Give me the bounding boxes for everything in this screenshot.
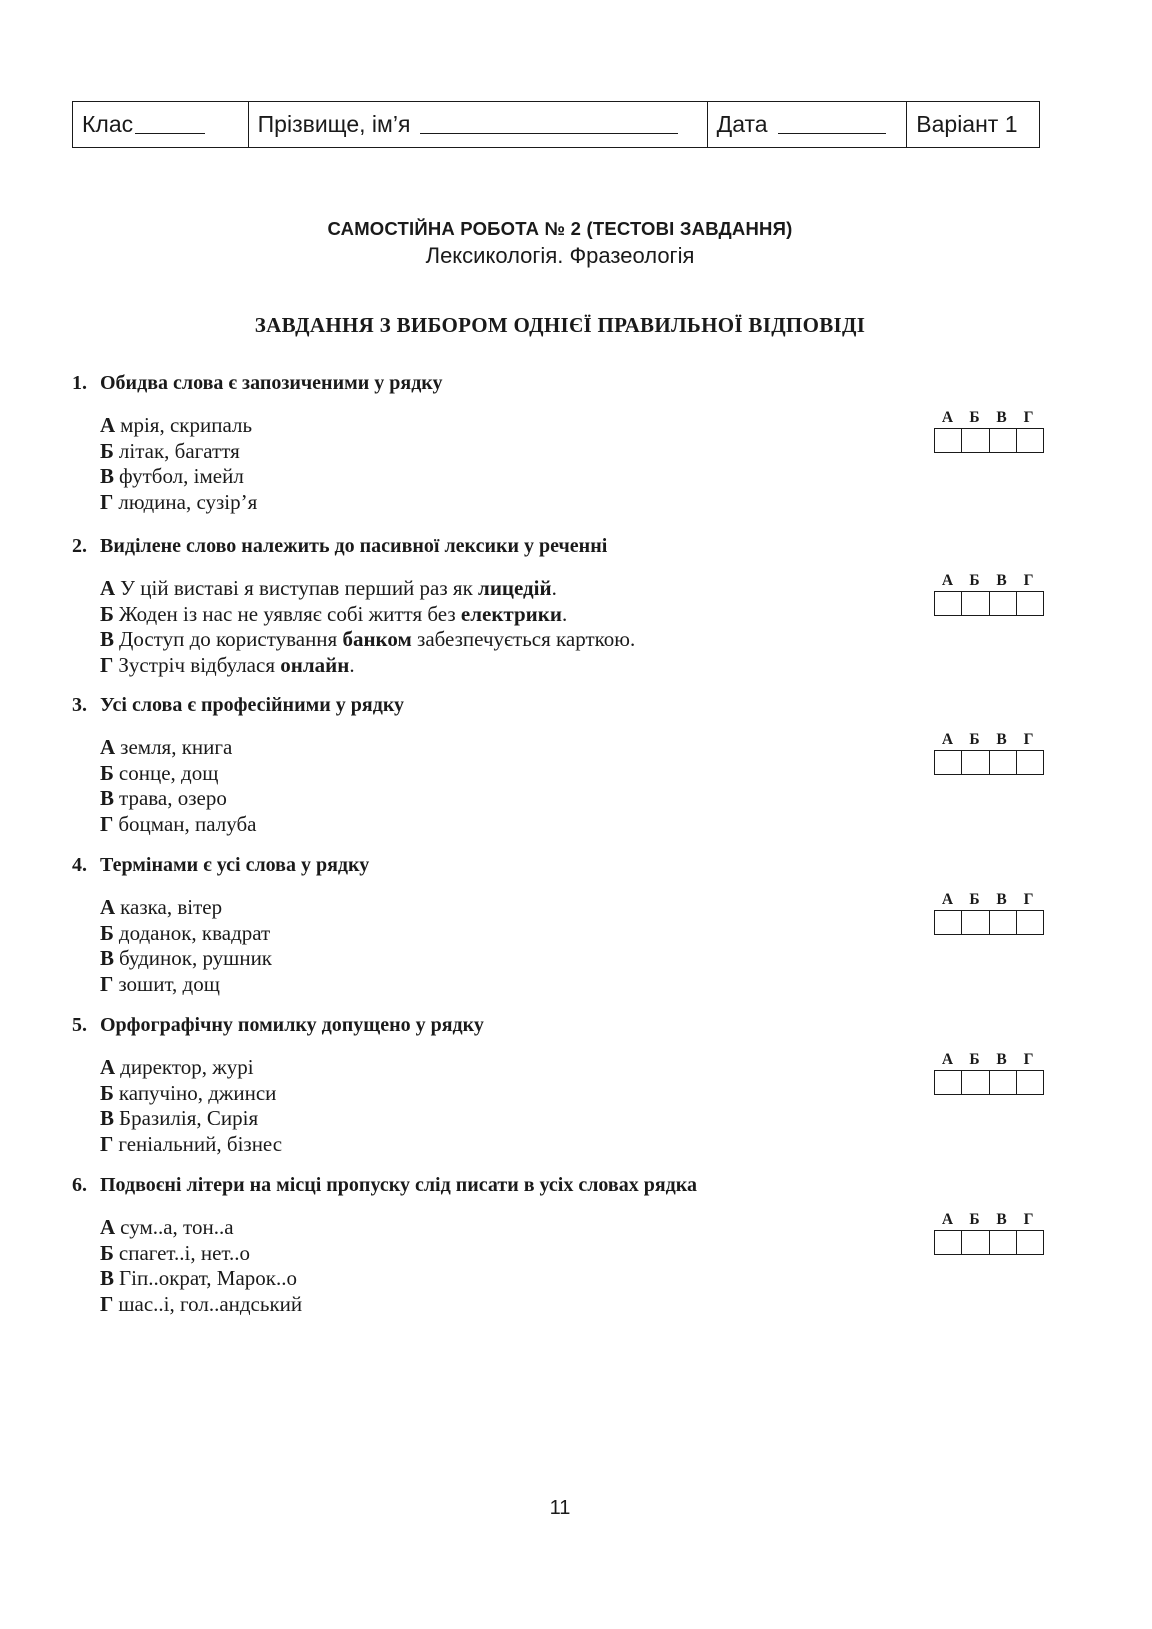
option-text-end: забезпечується карткою. [411,627,636,652]
answer-checkbox[interactable] [962,1071,989,1094]
answer-grid-letter: Б [969,409,980,426]
option-letter: В [100,464,115,489]
option-letter: В [100,627,115,652]
answer-options [100,895,272,998]
option-text-end: . [551,576,557,600]
option-row [100,1055,282,1081]
option-row [100,921,272,947]
answer-options [100,1055,282,1158]
option-letter: В [100,786,115,811]
answer-grid-letter: В [996,409,1007,426]
answer-grid-letters [934,730,1045,750]
answer-grid-letters [934,890,1045,910]
question-heading [72,692,1072,718]
answer-grid [934,408,1045,453]
option-letter: Г [100,653,114,678]
answer-grid-letter: В [996,891,1007,908]
option-text: доданок, квадрат [118,920,271,945]
answer-grid-letter: Г [1023,891,1034,908]
answer-grid-letter: Г [1023,731,1034,748]
question-text: Термінами є усі слова у рядку [100,854,370,876]
question-text: Орфографічну помилку допущено у рядку [100,1014,484,1036]
option-letter: Г [100,972,114,997]
option-text: літак, багаття [118,438,240,463]
option-bold-word: лицедій [478,576,552,600]
question-heading [72,370,1072,396]
option-text-end: . [349,653,355,678]
page-number: 11 [549,1497,571,1519]
option-row [100,1215,302,1241]
option-text: капучіно, джинси [118,1080,277,1105]
option-text: Бразилія, Сирія [119,1106,259,1131]
answer-grid-letter: В [996,572,1007,589]
section-title: ЗАВДАННЯ З ВИБОРОМ ОДНІЄЇ ПРАВИЛЬНОЇ ВІДПОВІДІ [254,313,866,337]
answer-grid-letter: Г [1023,572,1034,589]
answer-grid-letter: Б [969,731,980,748]
question-heading [72,1172,1072,1198]
answer-grid-letter: Б [969,572,980,589]
option-text: зошит, дощ [118,972,220,997]
answer-checkbox[interactable] [990,429,1017,452]
option-letter: Б [100,438,114,463]
option-letter: Г [100,490,114,515]
answer-checkbox[interactable] [962,911,989,934]
question-heading [72,533,1072,559]
answer-grid-letter: В [996,1051,1007,1068]
answer-checkbox[interactable] [1017,751,1043,774]
answer-checkbox[interactable] [962,429,989,452]
option-letter: В [100,1106,115,1131]
date-blank[interactable] [778,115,886,134]
option-text: шас..і, гол..андський [118,1292,303,1317]
option-row [100,1266,302,1292]
option-row [100,490,257,516]
answer-grid-letter: А [941,891,954,908]
class-label: Клас [82,111,134,137]
answer-grid-letter: А [941,572,954,589]
option-text: Доступ до користування [119,627,343,652]
option-letter: А [100,413,116,437]
option-text: У цій виставі я виступав перший раз як [120,576,479,600]
option-letter: А [100,1055,116,1079]
answer-checkbox[interactable] [990,751,1017,774]
question-5 [72,1012,1072,1157]
answer-grid-letters [934,1050,1045,1070]
question-number: 4. [72,854,87,876]
answer-grid-letter: Б [969,891,980,908]
option-row [100,895,272,921]
option-letter: А [100,735,116,759]
option-row [100,1241,302,1267]
option-letter: А [100,1215,116,1239]
option-row [100,1292,302,1318]
answer-options [100,1215,302,1318]
name-cell[interactable] [249,102,708,147]
option-letter: Б [100,760,114,785]
answer-checkbox[interactable] [990,1071,1017,1094]
question-6 [72,1172,1072,1317]
student-info-table [72,101,1040,148]
work-title: САМОСТІЙНА РОБОТА № 2 (ТЕСТОВІ ЗАВДАННЯ) [327,218,793,239]
answer-grid-boxes [934,428,1044,453]
date-label: Дата [716,111,768,137]
question-number: 6. [72,1174,87,1196]
option-bold-word: онлайн [280,653,350,678]
question-text: Виділене слово належить до пасивної лексики у реченні [100,535,608,557]
answer-checkbox[interactable] [1017,911,1043,934]
option-text-end: . [561,601,568,626]
answer-grid-letter: Б [969,1211,980,1228]
option-row [100,439,257,465]
answer-grid-letter: А [941,731,954,748]
option-row [100,464,257,490]
question-number: 1. [72,372,87,394]
option-letter: В [100,1266,115,1291]
answer-checkbox[interactable] [935,429,962,452]
answer-checkbox[interactable] [962,592,989,615]
question-text: Обидва слова є запозиченими у рядку [100,372,443,394]
option-text: трава, озеро [119,786,227,811]
answer-grid-letters [934,408,1045,428]
option-row [100,786,256,812]
answer-checkbox[interactable] [935,1071,962,1094]
answer-checkbox[interactable] [962,1231,989,1254]
answer-grid [934,730,1045,775]
answer-grid-letter: А [941,409,954,426]
answer-checkbox[interactable] [1017,1071,1043,1094]
option-letter: Б [100,1240,114,1265]
question-number: 5. [72,1014,87,1036]
variant-label: Варіант 1 [916,111,1018,137]
answer-grid-letter: Г [1023,1051,1034,1068]
option-letter: Г [100,812,114,837]
option-text: Гіп..ократ, Марок..о [119,1266,298,1291]
answer-grid-boxes [934,910,1044,935]
question-number: 3. [72,694,87,716]
option-row [100,812,256,838]
answer-grid-letter: В [996,1211,1007,1228]
option-letter: Б [100,1080,114,1105]
option-bold-word: банком [342,627,412,652]
option-text: мрія, скрипаль [120,413,253,437]
answer-grid-letter: А [941,1051,954,1068]
name-blank[interactable] [420,115,678,134]
answer-grid [934,1050,1045,1095]
answer-grid [934,890,1045,935]
answer-grid-boxes [934,591,1044,616]
answer-checkbox[interactable] [990,911,1017,934]
answer-checkbox[interactable] [935,592,962,615]
option-text: сонце, дощ [118,760,219,785]
answer-options [100,413,257,516]
answer-checkbox[interactable] [935,911,962,934]
question-4 [72,852,1072,997]
answer-grid [934,1210,1045,1255]
answer-grid-boxes [934,1230,1044,1255]
option-row [100,602,635,628]
answer-grid-letter: Г [1023,1211,1034,1228]
option-text: сум..а, тон..а [120,1215,234,1239]
option-row [100,627,635,653]
option-text: футбол, імейл [119,464,244,489]
option-text: будинок, рушник [119,946,273,971]
option-row [100,1132,282,1158]
option-letter: А [100,895,116,919]
option-row [100,413,257,439]
answer-grid-letters [934,571,1045,591]
option-row [100,576,635,602]
option-letter: Г [100,1132,114,1157]
answer-checkbox[interactable] [1017,1231,1043,1254]
question-1 [72,370,1072,515]
answer-grid-letter: А [941,1211,954,1228]
option-text: геніальний, бізнес [118,1132,283,1157]
option-row [100,972,272,998]
name-label: Прізвище, ім’я [257,111,411,137]
option-letter: Г [100,1292,114,1317]
class-blank[interactable] [135,115,205,134]
answer-grid-letter: В [996,731,1007,748]
question-text: Усі слова є професійними у рядку [100,694,405,716]
option-text: Жоден із нас не уявляє собі життя без [118,601,461,626]
option-text: казка, вітер [120,895,223,919]
option-row [100,1106,282,1132]
option-row [100,761,256,787]
option-row [100,735,256,761]
answer-grid-boxes [934,750,1044,775]
answer-checkbox[interactable] [935,751,962,774]
option-text: людина, сузір’я [118,490,258,515]
answer-options [100,735,256,838]
option-letter: Б [100,601,114,626]
answer-options [100,576,635,679]
answer-grid-boxes [934,1070,1044,1095]
option-text: Зустріч відбулася [118,653,281,678]
option-text: директор, журі [120,1055,254,1079]
variant-cell [907,102,1039,147]
answer-grid-letters [934,1210,1045,1230]
question-heading [72,852,1072,878]
option-row [100,653,635,679]
question-number: 2. [72,535,87,557]
answer-grid [934,571,1045,616]
option-bold-word: електрики [460,601,562,626]
answer-checkbox[interactable] [1017,429,1043,452]
question-3 [72,692,1072,837]
option-letter: Б [100,920,114,945]
question-text: Подвоєні літери на місці пропуску слід писати в усіх словах рядка [100,1174,698,1196]
answer-checkbox[interactable] [935,1231,962,1254]
answer-checkbox[interactable] [1017,592,1043,615]
option-text: спагет..і, нет..о [118,1240,251,1265]
option-row [100,946,272,972]
option-letter: А [100,576,116,600]
question-heading [72,1012,1072,1038]
option-row [100,1081,282,1107]
answer-grid-letter: Б [969,1051,980,1068]
answer-checkbox[interactable] [990,592,1017,615]
work-subtitle: Лексикологія. Фразеологія [425,243,695,268]
date-cell[interactable] [708,102,908,147]
answer-grid-letter: Г [1023,409,1034,426]
option-letter: В [100,946,115,971]
answer-checkbox[interactable] [962,751,989,774]
question-2 [72,533,1072,678]
class-cell[interactable] [73,102,249,147]
answer-checkbox[interactable] [990,1231,1017,1254]
option-text: боцман, палуба [118,812,257,837]
option-text: земля, книга [120,735,233,759]
